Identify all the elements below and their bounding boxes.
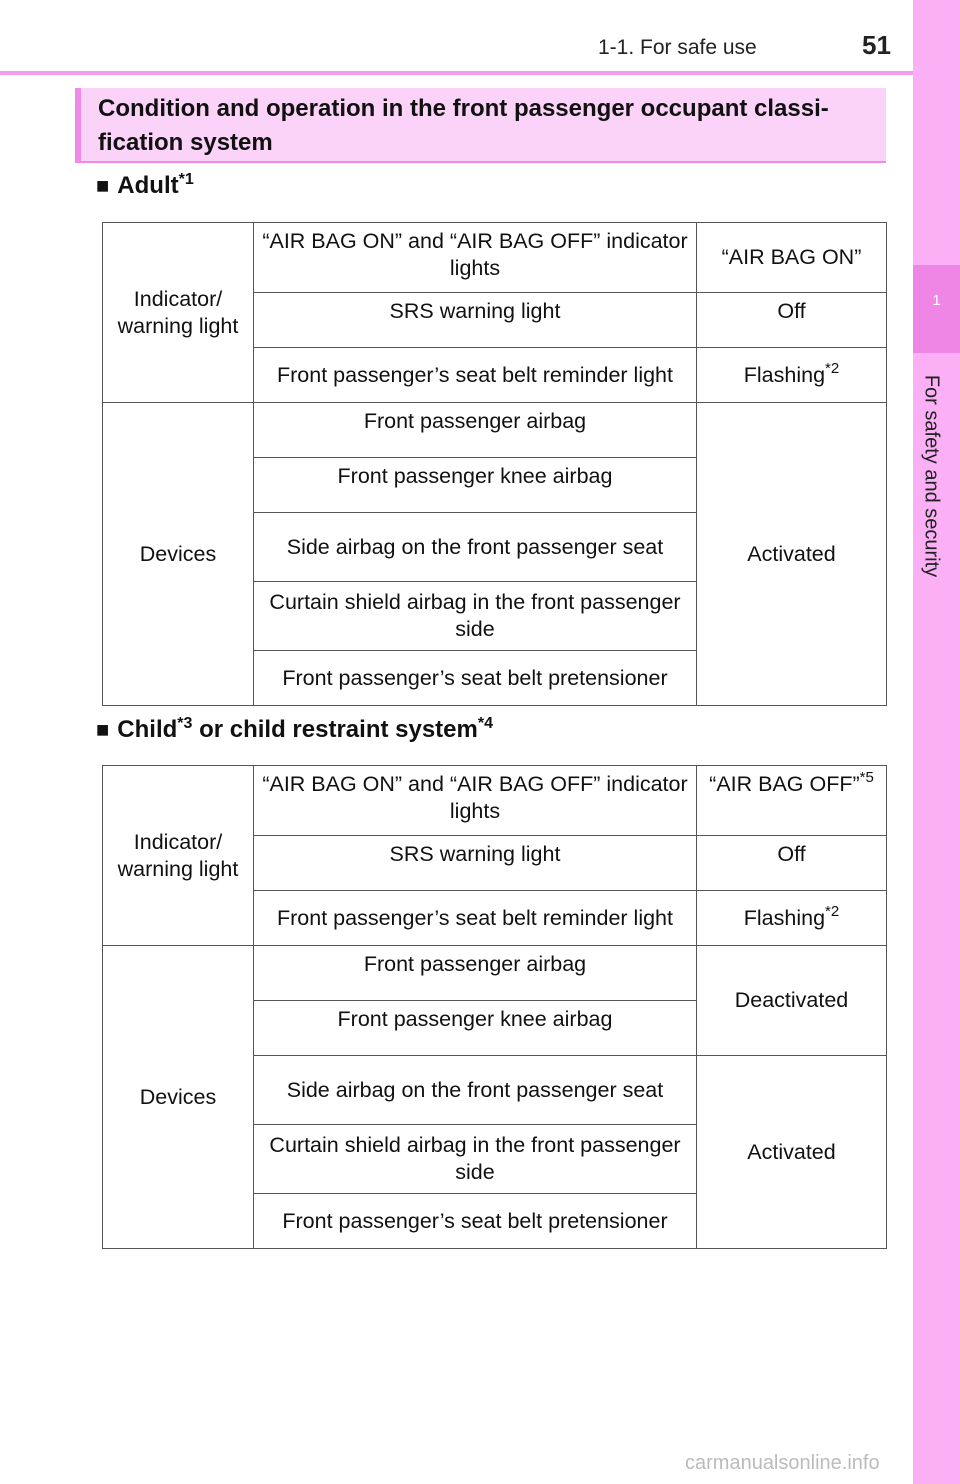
device-side-airbag-cell: Side airbag on the front passenger seat (254, 513, 697, 582)
srs-label-cell: SRS warning light (254, 836, 697, 891)
belt-label-cell: Front passenger’s seat belt reminder light (254, 891, 697, 946)
header-section-title: 1-1. For safe use (598, 36, 757, 59)
device-knee-airbag-cell: Front passenger knee airbag (254, 1001, 697, 1056)
devices-label-cell: Devices (103, 403, 254, 706)
belt-value-text: Flashing (743, 362, 826, 387)
indicator-label-cell: Indicator/ warning light (103, 223, 254, 403)
table-row (103, 766, 887, 836)
footnote-ref: *1 (178, 171, 194, 188)
page-number: 51 (862, 30, 891, 60)
child-heading (96, 716, 493, 744)
srs-value-cell: Off (697, 836, 887, 891)
device-curtain-airbag-cell: Curtain shield airbag in the front passenger side (254, 582, 697, 651)
table-row (103, 223, 887, 293)
chapter-number: 1 (932, 292, 941, 309)
activated-value-cell: Activated (697, 1056, 887, 1249)
lights-value-cell (697, 766, 887, 836)
device-front-airbag-cell: Front passenger airbag (254, 403, 697, 458)
child-heading-text: Child (117, 716, 178, 743)
square-bullet-icon: ■ (96, 173, 110, 198)
adult-heading (96, 172, 194, 200)
devices-label-cell: Devices (103, 946, 254, 1249)
footnote-ref: *3 (177, 715, 193, 732)
child-operation-table (102, 765, 887, 1249)
belt-label-cell: Front passenger’s seat belt reminder light (254, 348, 697, 403)
belt-value-cell (697, 348, 887, 403)
section-title: Condition and operation in the front passenger occupant classi-fication system (98, 95, 829, 156)
chapter-label: For safety and security (920, 374, 943, 578)
child-heading-text-cont: or child restraint system (192, 716, 478, 743)
indicator-label-cell: Indicator/ warning light (103, 766, 254, 946)
lights-label-cell: “AIR BAG ON” and “AIR BAG OFF” indicator lights (254, 223, 697, 293)
lights-value-text: “AIR BAG OFF” (709, 772, 860, 796)
device-curtain-airbag-cell: Curtain shield airbag in the front passenger side (254, 1125, 697, 1194)
adult-operation-table (102, 222, 887, 706)
device-pretensioner-cell: Front passenger’s seat belt pretensioner (254, 651, 697, 706)
device-side-airbag-cell: Side airbag on the front passenger seat (254, 1056, 697, 1125)
belt-value-text: Flashing (743, 905, 826, 930)
srs-value-cell: Off (697, 293, 887, 348)
chapter-side-tab (913, 0, 960, 1484)
footnote-ref: *2 (825, 359, 840, 377)
lights-value-cell: “AIR BAG ON” (697, 223, 887, 293)
lights-label-cell: “AIR BAG ON” and “AIR BAG OFF” indicator lights (254, 766, 697, 836)
chapter-tab-marker (913, 265, 960, 353)
footnote-ref: *2 (825, 902, 840, 920)
footnote-ref: *4 (477, 715, 493, 732)
srs-label-cell: SRS warning light (254, 293, 697, 348)
section-title-box (75, 88, 886, 163)
table-row (103, 403, 887, 458)
footer-watermark: carmanualsonline.info (685, 1452, 880, 1474)
footnote-ref: *5 (859, 769, 874, 786)
adult-heading-text: Adult (117, 172, 179, 199)
header-divider (0, 71, 913, 75)
devices-value-cell: Activated (697, 403, 887, 706)
belt-value-cell (697, 891, 887, 946)
table-row (103, 946, 887, 1001)
device-front-airbag-cell: Front passenger airbag (254, 946, 697, 1001)
deactivated-value-cell: Deactivated (697, 946, 887, 1056)
square-bullet-icon: ■ (96, 717, 110, 742)
device-knee-airbag-cell: Front passenger knee airbag (254, 458, 697, 513)
device-pretensioner-cell: Front passenger’s seat belt pretensioner (254, 1194, 697, 1249)
